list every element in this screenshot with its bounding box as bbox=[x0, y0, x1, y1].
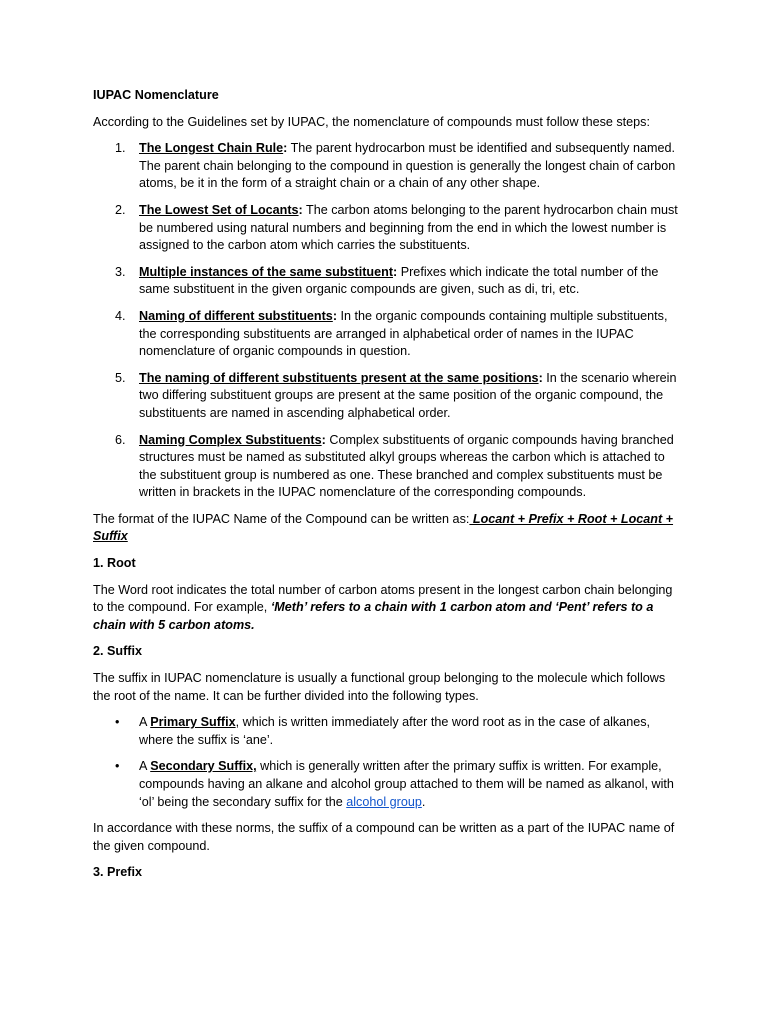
bullet-term: Primary Suffix bbox=[150, 715, 236, 730]
list-item bbox=[93, 432, 683, 502]
list-item bbox=[93, 714, 683, 749]
root-heading: 1. Root bbox=[93, 556, 136, 571]
step-colon: : bbox=[298, 202, 303, 217]
suffix-types-list bbox=[93, 714, 683, 811]
step-text: The carbon atoms belonging to the parent hydrocarbon chain must be numbered using natural numbers and beginning from the end in which the lowest number is assigned to the carbon atom which carries the substituents. bbox=[139, 202, 678, 253]
format-lead: The format of the IUPAC Name of the Compound can be written as: bbox=[93, 511, 470, 526]
list-number: 1. bbox=[115, 141, 126, 156]
bullet-text: , which is written immediately after the word root as in the case of alkanes, where the suffix is ‘ane’. bbox=[139, 715, 650, 747]
step-colon: : bbox=[321, 432, 326, 447]
step-text: Prefixes which indicate the total number of the same substituent in the given organic compounds are given, such as di, tri, etc. bbox=[139, 264, 659, 297]
list-number: 3. bbox=[115, 264, 126, 279]
suffix-closing-paragraph: In accordance with these norms, the suffix of a compound can be written as a part of the IUPAC name of the given compound. bbox=[93, 821, 675, 853]
step-term: Multiple instances of the same substituent bbox=[139, 264, 394, 279]
list-number: 4. bbox=[115, 308, 126, 323]
list-number: 2. bbox=[115, 202, 126, 217]
bullet-pre: A bbox=[139, 715, 151, 730]
list-item bbox=[93, 758, 683, 811]
bullet-text: which is generally written after the primary suffix is written. For example, compounds having an alkane and alcohol group attached to them will be named as alkanol, with ‘ol’ being the secondary suffix for the bbox=[139, 759, 674, 809]
bullet-pre: A bbox=[139, 759, 151, 774]
step-text: The parent hydrocarbon must be identified and subsequently named. The parent chain belonging to the compound in question is generally the longest chain of carbon atoms, be it in the form of a straight chain or a chain of any other shape. bbox=[139, 141, 676, 191]
bullet-post: . bbox=[421, 794, 426, 809]
step-term: The naming of different substituents present at the same positions bbox=[139, 370, 539, 385]
bullet-term: Secondary Suffix, bbox=[150, 759, 257, 774]
prefix-heading: 3. Prefix bbox=[93, 865, 143, 880]
bullet-icon: • bbox=[115, 759, 120, 774]
suffix-heading: 2. Suffix bbox=[93, 644, 142, 659]
step-colon: : bbox=[538, 370, 543, 385]
intro-paragraph: According to the Guidelines set by IUPAC, the nomenclature of compounds must follow these steps: bbox=[93, 114, 650, 129]
step-colon: : bbox=[393, 264, 398, 279]
step-colon: : bbox=[283, 141, 288, 156]
list-number: 6. bbox=[115, 432, 126, 447]
list-item bbox=[93, 140, 683, 193]
step-term: The Lowest Set of Locants bbox=[139, 202, 299, 217]
step-text: In the scenario wherein two differing substituent groups are present at the same position of the organic compound, the substituents are named in ascending alphabetical order. bbox=[139, 370, 677, 420]
format-formula: Locant + Prefix + Root + Locant + Suffix bbox=[93, 511, 674, 544]
document-body bbox=[93, 87, 683, 891]
format-paragraph bbox=[93, 511, 683, 546]
root-emphasis: ‘Meth’ refers to a chain with 1 carbon atom and ‘Pent’ refers to a chain with 5 carbon atoms. bbox=[93, 600, 654, 632]
alcohol-group-link[interactable]: alcohol group bbox=[346, 794, 422, 809]
step-term: Naming of different substituents bbox=[139, 308, 333, 323]
suffix-paragraph: The suffix in IUPAC nomenclature is usually a functional group belonging to the molecule which follows the root of the name. It can be further divided into the following types. bbox=[93, 671, 666, 703]
list-number: 5. bbox=[115, 370, 126, 385]
list-item bbox=[93, 370, 683, 423]
root-text: The Word root indicates the total number of carbon atoms present in the longest carbon chain belonging to the compound. For example, bbox=[93, 582, 673, 615]
step-colon: : bbox=[332, 308, 338, 323]
list-item bbox=[93, 202, 683, 255]
list-item bbox=[93, 308, 683, 361]
bullet-icon: • bbox=[115, 715, 120, 730]
root-paragraph bbox=[93, 582, 683, 635]
document-title: IUPAC Nomenclature bbox=[93, 88, 219, 102]
step-term: Naming Complex Substituents bbox=[139, 432, 322, 447]
naming-steps-list bbox=[93, 140, 683, 502]
step-text: Complex substituents of organic compounds having branched structures must be named as substituted alkyl groups whereas the carbon which is attached to the substituent group is numbered as one. These branched and complex substituents must be written in brackets in the IUPAC nomenclature of the corresponding compounds. bbox=[139, 432, 674, 500]
step-term: The Longest Chain Rule bbox=[139, 141, 284, 156]
step-text: In the organic compounds containing multiple substituents, the corresponding substituents are arranged in alphabetical order of names in the IUPAC nomenclature of organic compounds in question. bbox=[139, 308, 668, 359]
list-item bbox=[93, 264, 683, 299]
